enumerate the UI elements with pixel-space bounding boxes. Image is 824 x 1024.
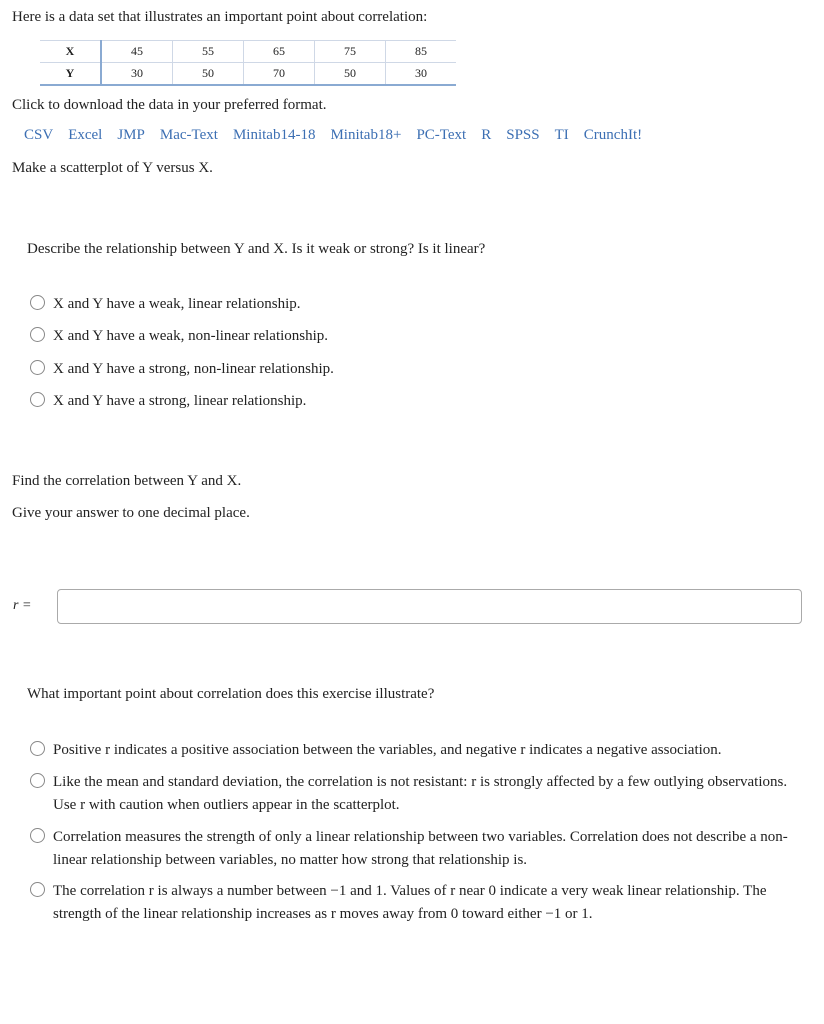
option-label: X and Y have a weak, non-linear relationship. xyxy=(53,328,329,344)
option-label: X and Y have a weak, linear relationship. xyxy=(53,296,301,312)
radio-button[interactable] xyxy=(30,741,45,756)
scatter-instruction: Make a scatterplot of Y versus X. xyxy=(12,160,213,176)
download-link-r[interactable]: R xyxy=(481,127,492,143)
q3-prompt: What important point about correlation does this exercise illustrate? xyxy=(27,686,435,702)
radio-button[interactable] xyxy=(30,360,45,375)
option-label: X and Y have a strong, non-linear relationship. xyxy=(53,361,334,377)
q1-option[interactable] xyxy=(30,390,306,413)
y-value: 50 xyxy=(173,63,244,86)
option-label: X and Y have a strong, linear relationship. xyxy=(53,393,307,409)
x-value: 45 xyxy=(101,41,173,63)
q3-option[interactable] xyxy=(30,771,793,817)
download-link-spss[interactable]: SPSS xyxy=(506,127,540,143)
q3-option[interactable] xyxy=(30,739,793,762)
download-link-pc-text[interactable]: PC-Text xyxy=(416,127,467,143)
radio-button[interactable] xyxy=(30,392,45,407)
radio-button[interactable] xyxy=(30,882,45,897)
q1-option[interactable] xyxy=(30,293,301,316)
x-value: 55 xyxy=(173,41,244,63)
table-row-x xyxy=(40,41,456,63)
data-table xyxy=(40,40,456,86)
download-links xyxy=(24,127,657,144)
table-row-y xyxy=(40,63,456,86)
download-link-minitab14-18[interactable]: Minitab14-18 xyxy=(232,127,316,143)
radio-button[interactable] xyxy=(30,828,45,843)
correlation-input[interactable] xyxy=(57,589,802,624)
x-header: X xyxy=(40,41,101,63)
option-label: Correlation measures the strength of only a linear relationship between two variables. Correlation does not describe a non-linear relationship between variables, no matter how strong that relationship is. xyxy=(53,829,788,868)
download-link-ti[interactable]: TI xyxy=(554,127,569,143)
option-label: Positive r indicates a positive association between the variables, and negative r indicates a negative association. xyxy=(53,742,722,758)
intro-text: Here is a data set that illustrates an important point about correlation: xyxy=(12,9,428,25)
q2-prompt: Find the correlation between Y and X. xyxy=(12,473,242,489)
y-header: Y xyxy=(40,63,101,86)
q1-option[interactable] xyxy=(30,325,328,348)
download-prompt: Click to download the data in your preferred format. xyxy=(12,97,327,113)
y-value: 30 xyxy=(101,63,173,86)
x-value: 85 xyxy=(415,44,427,58)
y-value: 30 xyxy=(386,63,457,86)
radio-button[interactable] xyxy=(30,773,45,788)
y-value: 70 xyxy=(244,63,315,86)
x-value: 75 xyxy=(315,41,386,63)
download-link-minitab18plus[interactable]: Minitab18+ xyxy=(330,127,402,143)
q3-option[interactable] xyxy=(30,826,793,872)
download-link-csv[interactable]: CSV xyxy=(24,127,54,143)
q2-instruction: Give your answer to one decimal place. xyxy=(12,505,250,521)
r-label: r = xyxy=(13,598,32,613)
radio-button[interactable] xyxy=(30,295,45,310)
radio-button[interactable] xyxy=(30,327,45,342)
download-link-mac-text[interactable]: Mac-Text xyxy=(159,127,218,143)
y-value: 50 xyxy=(315,63,386,86)
q1-option[interactable] xyxy=(30,358,334,381)
download-link-jmp[interactable]: JMP xyxy=(117,127,145,143)
x-value: 65 xyxy=(244,41,315,63)
option-label: Like the mean and standard deviation, the correlation is not resistant: r is strongly affected by a few outlying observations. Use r with caution when outliers appear in the scatterplot. xyxy=(53,774,788,813)
download-link-crunchit[interactable]: CrunchIt! xyxy=(583,127,643,143)
q3-option[interactable] xyxy=(30,880,793,926)
download-link-excel[interactable]: Excel xyxy=(68,127,103,143)
option-label: The correlation r is always a number between −1 and 1. Values of r near 0 indicate a very weak linear relationship. The strength of the linear relationship increases as r moves away from 0 toward either −1 or 1. xyxy=(53,883,767,922)
q1-prompt: Describe the relationship between Y and X. Is it weak or strong? Is it linear? xyxy=(27,241,486,257)
